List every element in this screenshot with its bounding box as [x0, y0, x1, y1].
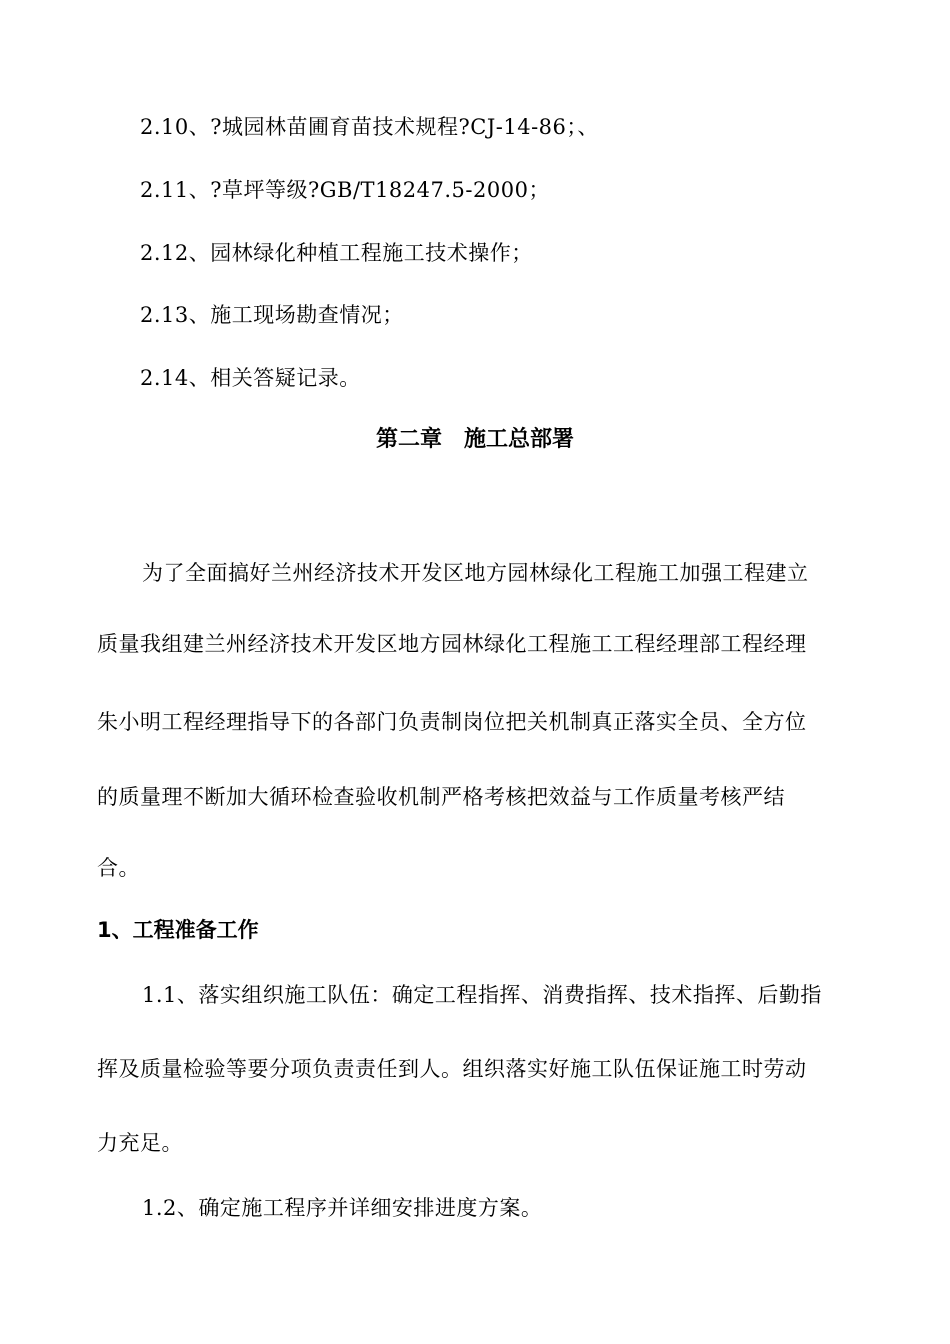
intro-paragraph-line: 质量我组建兰州经济技术开发区地方园林绿化工程施工工程经理部工程经理 [97, 632, 807, 656]
intro-paragraph-line: 合。 [97, 856, 140, 880]
item-1-1-line: 1.1、落实组织施工队伍：确定工程指挥、消费指挥、技术指挥、后勤指 [142, 983, 822, 1007]
reference-item-2-10: 2.10、?城园林苗圃育苗技术规程?CJ-14-86；、 [140, 115, 599, 139]
section-heading: 1、工程准备工作 [97, 918, 259, 942]
item-1-2: 1.2、确定施工程序并详细安排进度方案。 [142, 1196, 543, 1220]
intro-paragraph-line: 的质量理不断加大循环检查验收机制严格考核把效益与工作质量考核严结 [97, 785, 785, 809]
intro-paragraph-line: 朱小明工程经理指导下的各部门负责制岗位把关机制真正落实全员、全方位 [97, 710, 807, 734]
reference-item-2-11: 2.11、?草坪等级?GB/T18247.5-2000； [140, 178, 550, 202]
intro-paragraph-line: 为了全面搞好兰州经济技术开发区地方园林绿化工程施工加强工程建立 [142, 561, 809, 585]
item-1-1-line: 力充足。 [97, 1131, 183, 1155]
reference-item-2-14: 2.14、相关答疑记录。 [140, 366, 361, 390]
reference-item-2-13: 2.13、施工现场勘查情况； [140, 303, 404, 327]
reference-item-2-12: 2.12、园林绿化种植工程施工技术操作； [140, 241, 533, 265]
chapter-title: 第二章 施工总部署 [375, 427, 574, 452]
item-1-1-line: 挥及质量检验等要分项负责责任到人。组织落实好施工队伍保证施工时劳动 [97, 1057, 807, 1081]
